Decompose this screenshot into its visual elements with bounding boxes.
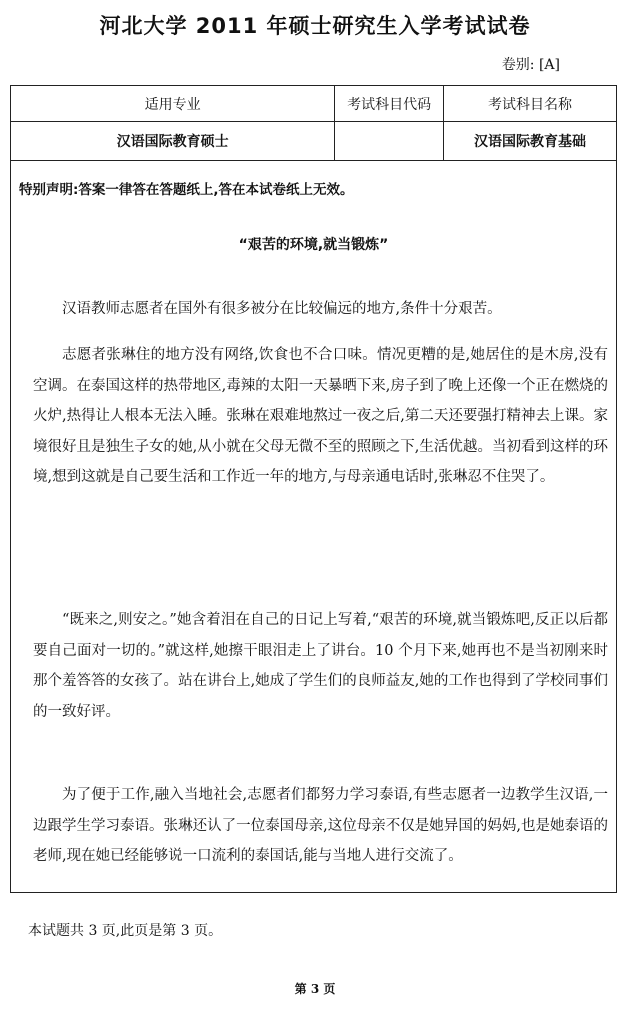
info-table-header-row bbox=[11, 86, 616, 122]
exam-content-box bbox=[10, 85, 617, 893]
special-notice: 特别声明:答案一律答在答题纸上,答在本试卷纸上无效。 bbox=[19, 182, 354, 198]
value-subject-name: 汉语国际教育基础 bbox=[444, 122, 616, 161]
essay-paragraph: 为了便于工作,融入当地社会,志愿者们都努力学习泰语,有些志愿者一边教学生汉语,一边跟学生学习泰语。张琳还认了一位泰国母亲,这位母亲不仅是她异国的妈妈,也是她泰语的老师,现在她已经能够说一口流利的泰国话,能与当地人进行交流了。 bbox=[33, 787, 608, 864]
column-header-subject-code: 考试科目代码 bbox=[335, 86, 444, 122]
info-table-value-row bbox=[11, 122, 616, 161]
essay-paragraph: 志愿者张琳住的地方没有网络,饮食也不合口味。情况更糟的是,她居住的是木房,没有空调。在泰国这样的热带地区,毒辣的太阳一天暴晒下来,房子到了晚上还像一个正在燃烧的火炉,热得让人根本无法入睡。张琳在艰难地熬过一夜之后,第二天还要强打精神去上课。家境很好且是独生子女的她,从小就在父母无微不至的照顾之下,生活优越。当初看到这样的环境,想到这就是自己要生活和工作近一年的地方,与母亲通电话时,张琳忍不住哭了。 bbox=[33, 347, 608, 485]
paper-type-label: 卷别: bbox=[501, 57, 535, 73]
essay-paragraph: “既来之,则安之。”她含着泪在自己的日记上写着,“艰苦的环境,就当锻炼吧,反正以后都要自己面对一切的。”就这样,她擦干眼泪走上了讲台。10 个月下来,她再也不是当初刚来时那个羞答答的女孩了。站在讲台上,她成了学生们的良师益友,她的工作也得到了学校同事们的一致好评。 bbox=[33, 612, 608, 720]
column-header-major: 适用专业 bbox=[11, 86, 335, 122]
paper-type-value: [A] bbox=[538, 57, 560, 73]
value-subject-code bbox=[335, 122, 444, 161]
page-number: 第 3 页 bbox=[294, 982, 336, 996]
paper-type bbox=[502, 54, 560, 74]
exam-title: 河北大学 2011 年硕士研究生入学考试试卷 bbox=[99, 14, 531, 38]
essay-paragraph: 汉语教师志愿者在国外有很多被分在比较偏远的地方,条件十分艰苦。 bbox=[62, 301, 502, 317]
essay-title: “艰苦的环境,就当锻炼” bbox=[238, 237, 389, 253]
exam-info-table bbox=[11, 86, 616, 161]
column-header-subject-name: 考试科目名称 bbox=[444, 86, 616, 122]
value-major: 汉语国际教育硕士 bbox=[11, 122, 335, 161]
pages-note: 本试题共 3 页,此页是第 3 页。 bbox=[28, 923, 223, 939]
